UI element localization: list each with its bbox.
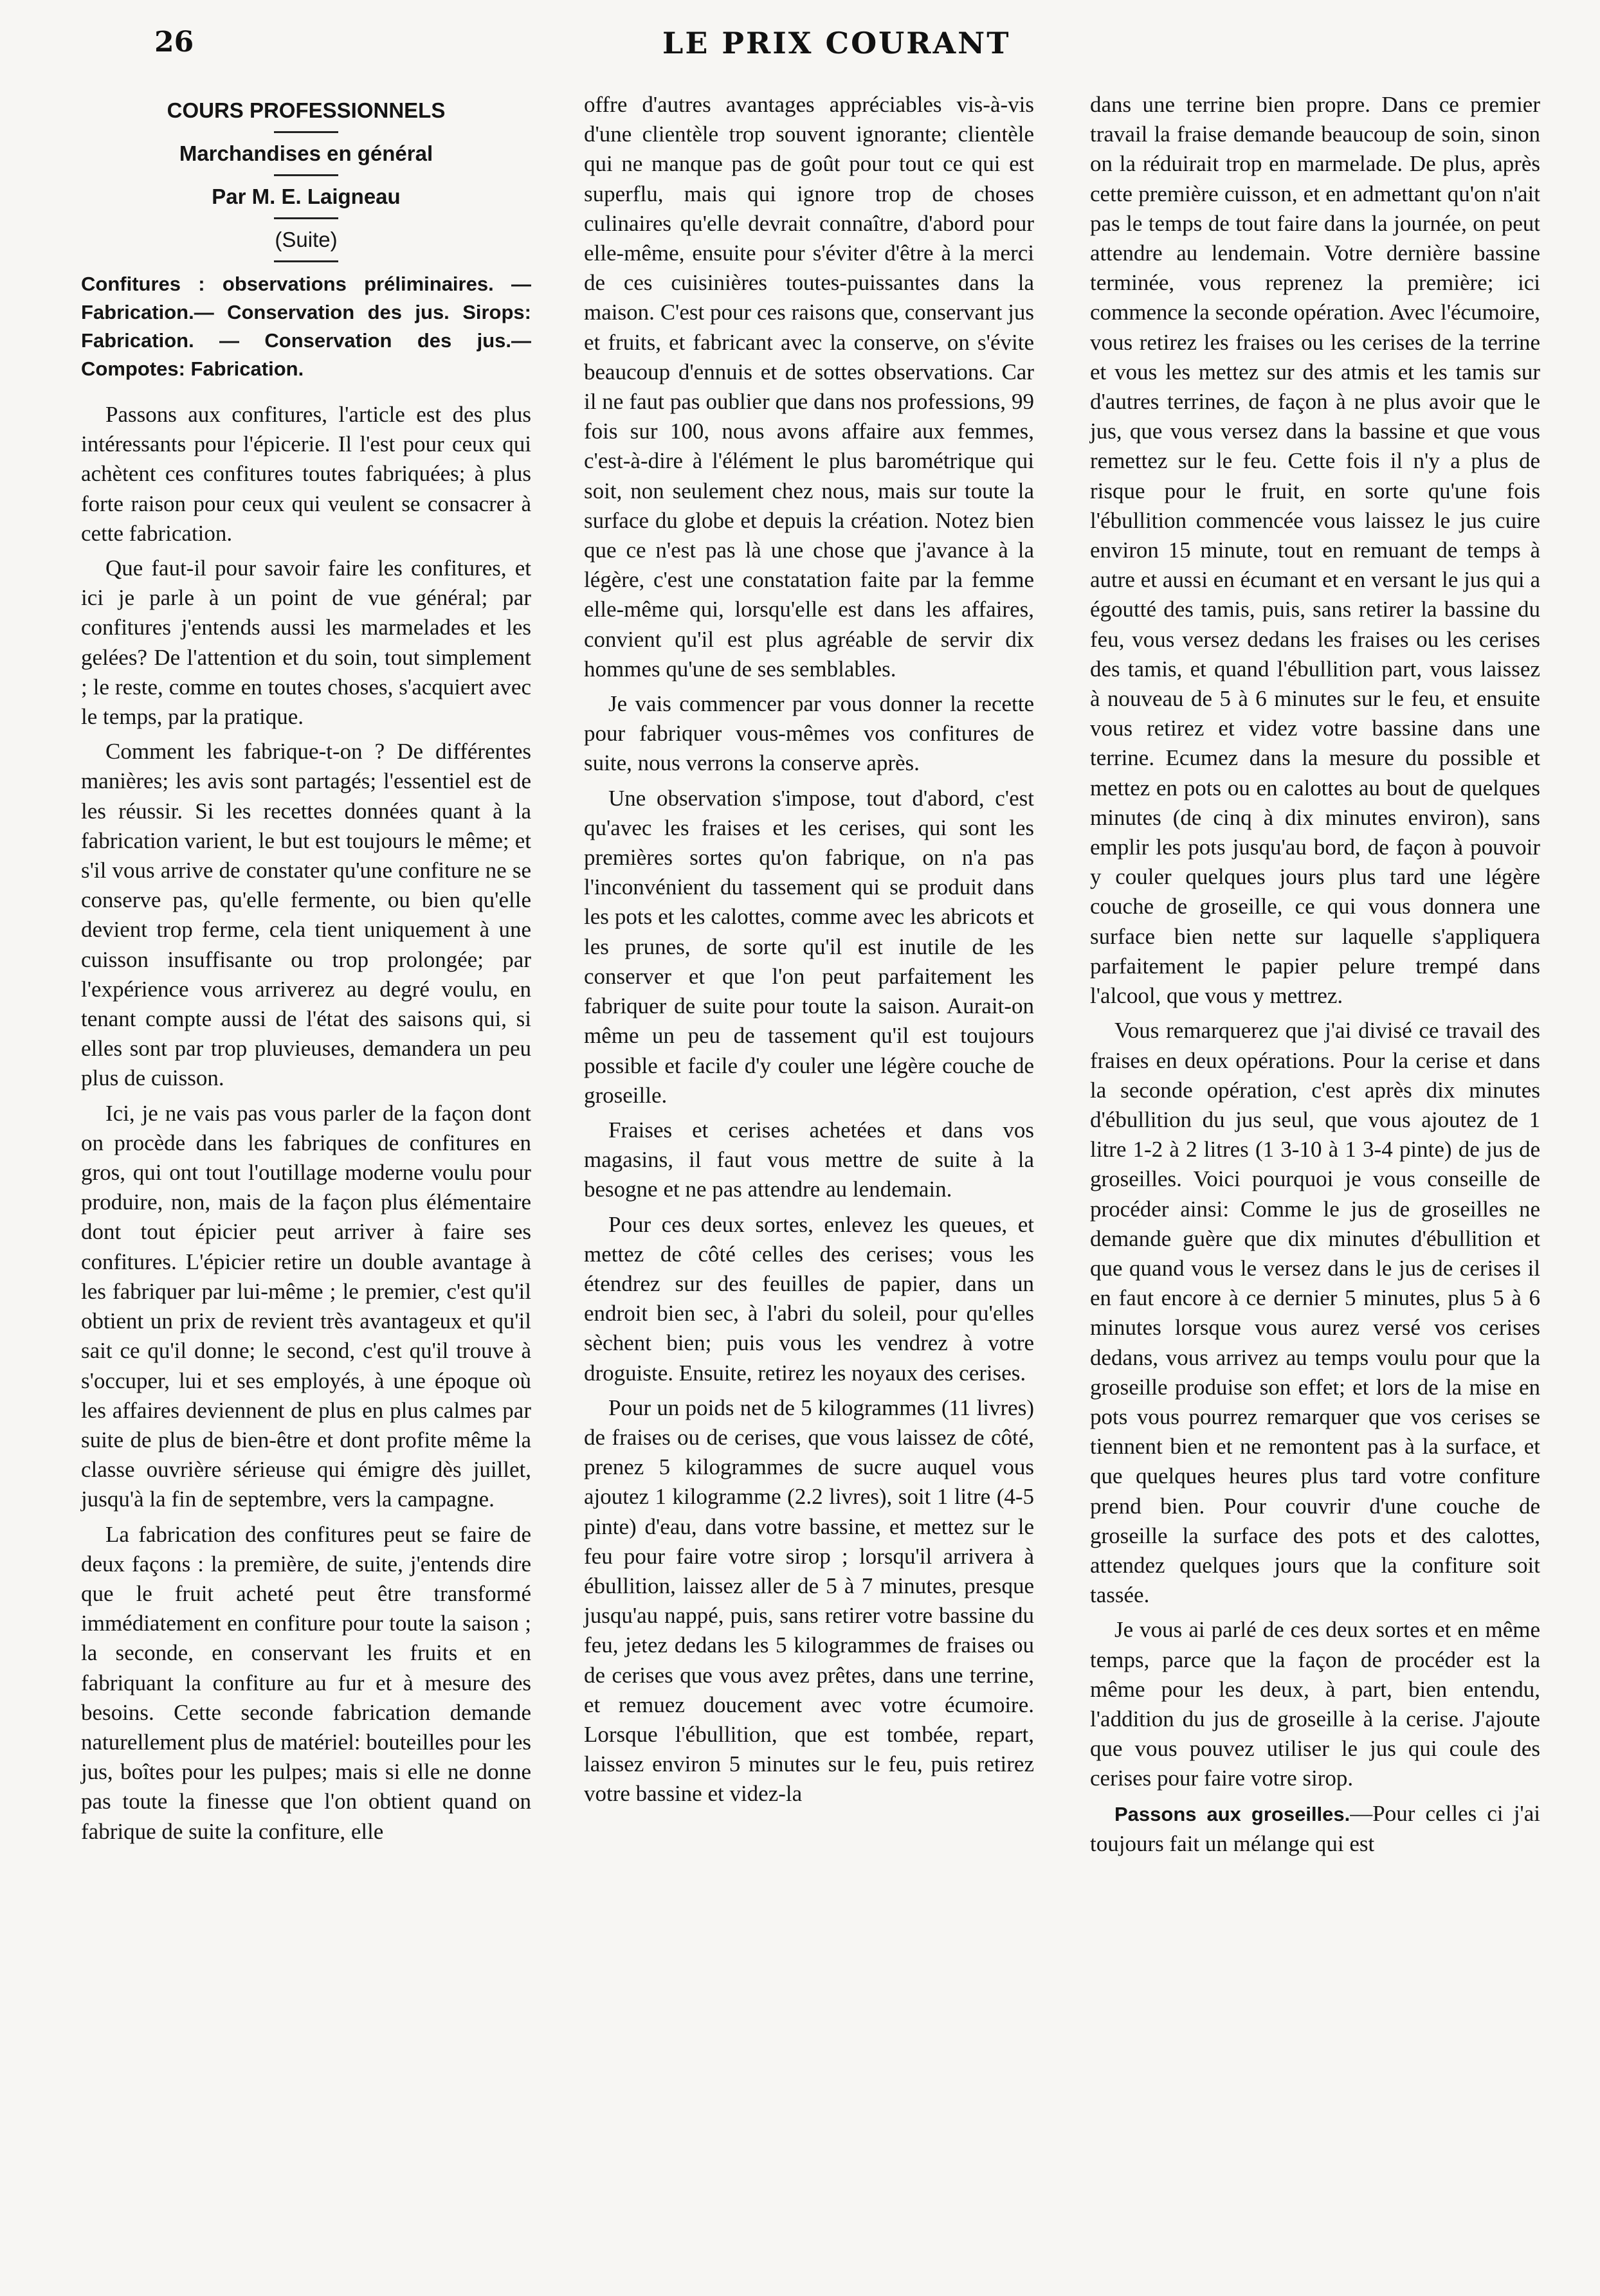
- paragraph: Je vais commencer par vous donner la recette pour fabriquer vous-mêmes vos confitures de suite, nous verrons la conserve après.: [584, 691, 1034, 776]
- section-title: COURS PROFESSIONNELS: [167, 98, 446, 122]
- paragraph: dans une terrine bien propre. Dans ce premier travail la fraise demande beaucoup de soin, sinon on la réduirait trop en marmelade. De plus, après cette première cuisson, et en admettant qu'on n'ait pas le temps de tout faire dans la journée, on peut attendre au lendemain. Votre dernière bassine terminée, vous reprenez la première; ici commence la seconde opération. Avec l'écumoire, vous retirez les fraises ou les cerises de la terrine et vous les mettez sur des atmis et les tamis sur d'autres terrines, de façon à ne plus avoir que le jus, que vous versez dans la bassine et que vous remettez sur le feu. Cette fois il n'y a plus de risque pour le fruit, en sorte qu'une fois l'ébullition commencée vous laissez le jus cuire environ 15 minute, tout en remuant de temps à autre et aussi en écumant et en versant le jus qui a égoutté des tamis, puis, sans retirer la bassine du feu, vous versez dedans les fraises ou les cerises des tamis, et quand l'ébullition part, vous laissez à nouveau de 5 à 6 minutes sur le feu, et ensuite vous retirez et videz votre bassine dans une terrine. Ecumez dans la mesure du possible et mettez en pots ou en calottes au bout de quelques minutes (de cinq à dix minutes environ), sans emplir les pots jusqu'au bord, de façon à pouvoir y couler quelques jours plus tard une légère couche de groseille, ce qui vous donnera une surface bien nette sur laquelle s'appliquera parfaitement le papier pelure trempé dans l'alcool, que vous y mettrez.: [1090, 92, 1540, 1009]
- column-1: [81, 90, 531, 1852]
- paragraph: [1090, 1799, 1540, 1859]
- paragraph: Passons aux confitures, l'article est des plus intéressants pour l'épicerie. Il l'est pour ceux qui achètent ces confitures toutes fabriquées; à plus forte raison pour ceux qui veulent se consacrer à cette fabrication.: [81, 402, 531, 546]
- divider: [274, 131, 338, 133]
- paragraph: Une observation s'impose, tout d'abord, c'est qu'avec les fraises et les cerises, qui sont les premières sortes qu'on fabrique, on n'a pas l'inconvénient du tassement qui se produit dans les pots et les calottes, comme avec les abricots et les prunes, de sorte qu'il est inutile de les conserver et que l'on peut parfaitement les fabriquer de suite pour toute la saison. Aurait-on même un peu de tassement qu'il est toujours possible et facile d'y couler une légère couche de groseille.: [584, 785, 1034, 1108]
- paragraph: Je vous ai parlé de ces deux sortes et en même temps, parce que la façon de procéder est la même pour les deux, à part, bien entendu, l'addition du jus de groseille à la cerise. J'ajoute que vous pouvez utiliser le jus qui coule des cerises pour faire votre sirop.: [1090, 1617, 1540, 1791]
- paragraph: Ici, je ne vais pas vous parler de la façon dont on procède dans les fabriques de confitures en gros, qui ont tout l'outillage moderne voulu pour produire, non, mais de la façon plus élémentaire dont tout épicier peut arriver à faire ses confitures. L'épicier retire un double avantage à les fabriquer par lui-même ; le premier, c'est qu'il obtient un prix de revient très avantageux et qu'il sait ce qu'il donne; le second, c'est qu'il trouve à s'occuper, lui et ses employés, à une époque où les affaires deviennent de plus en plus calmes par suite de plus de bien-être et dont profite même la classe ouvrière sérieuse qui émigre dès juillet, jusqu'à la fin de septembre, vers la campagne.: [81, 1100, 531, 1512]
- page-header: [154, 26, 1492, 71]
- byline: Par M. E. Laigneau: [212, 185, 401, 208]
- paragraph-text: —Pour celles ci j'ai toujours fait un mélange qui est: [1090, 1800, 1540, 1856]
- divider: [274, 260, 338, 262]
- column-3: [1090, 90, 1540, 1864]
- divider: [274, 217, 338, 219]
- subheading: Passons aux groseilles.: [1114, 1802, 1350, 1825]
- divider: [274, 174, 338, 176]
- paragraph: Vous remarquerez que j'ai divisé ce travail des fraises en deux opérations. Pour la cerise et dans la seconde opération, c'est après dix minutes d'ébullition du jus seul, que vous ajoutez de 1 litre 1-2 à 2 litres (1 3-10 à 1 3-4 pinte) de jus de groseilles. Voici pourquoi je vous conseille de procéder ainsi: Comme le jus de groseilles ne demande guère que dix minutes d'ébullition et que quand vous le versez dans le jus de cerises il en faut encore à ce dernier 5 minutes, plus 5 à 6 minutes lorsque vous aurez versé vos cerises dedans, vous arrivez au temps voulu pour que la groseille produise son effet; et lors de la mise en pots vous pourrez remarquer que vos cerises se tiennent bien et ne remontent pas à la surface, et que quelques heures plus tard votre confiture prend bien. Pour couvrir d'une couche de groseille la surface des pots et des calottes, attendez quelques jours que la confiture soit tassée.: [1090, 1018, 1540, 1608]
- paragraph: La fabrication des confitures peut se faire de deux façons : la première, de suite, j'entends dire que le fruit acheté peut être transformé immédiatement en confiture pour toute la saison ; la seconde, en conservant les fruits et en fabriquant la confiture au fur et à mesure des besoins. Cette seconde fabrication demande naturellement plus de matériel: bouteilles pour les jus, boîtes pour les pulpes; mais si elle ne donne pas toute la finesse que l'on obtient quand on fabrique de suite la confiture, elle: [81, 1521, 531, 1844]
- paragraph: Pour un poids net de 5 kilogrammes (11 livres) de fraises ou de cerises, que vous laissez de côté, prenez 5 kilogrammes de sucre auquel vous ajoutez 1 kilogramme (2.2 livres), soit 1 litre (4-5 pinte) d'eau, dans votre bassine, et mettez sur le feu pour faire votre sirop ; lorsqu'il arrivera à ébullition, laissez aller de 5 à 7 minutes, presque jusqu'au nappé, puis, sans retirer votre bassine du feu, jetez dedans les 5 kilogrammes de fraises ou de cerises que vous avez prêtes, dans une terrine, et remuez doucement avec votre écumoire. Lorsque l'ébullition, que est tombée, repart, laissez environ 5 minutes sur le feu, puis retirez votre bassine et videz-la: [584, 1395, 1034, 1807]
- paragraph: Comment les fabrique-t-on ? De différentes manières; les avis sont partagés; l'essentiel est de les réussir. Si les recettes données quant à la fabrication varient, le but est toujours le même; et s'il vous arrive de constater qu'une confiture ne se conserve pas, qu'elle fermente, ou bien qu'elle devient trop ferme, cela tient uniquement à une cuisson insuffisante ou trop prolongée; par l'expérience vous arriverez au degré voulu, en tenant compte aussi de l'état des saisons qui, si elles sont par trop pluvieuses, demandera un peu plus de cuisson.: [81, 739, 531, 1091]
- paragraph: offre d'autres avantages appréciables vis-à-vis d'une clientèle trop souvent ignorante; clientèle qui ne manque pas de goût pour tout ce qui est superflu, mais qui ignore trop de choses culinaires qu'elle devrait connaître, d'abord pour elle-même, ensuite pour s'éviter d'être à la merci de ces cuisinières toutes-puissantes dans la maison. C'est pour ces raisons que, conservant jus et fruits, et fabricant avec la conserve, on s'évite beaucoup d'ennuis et de sottes observations. Car il ne faut pas oublier que dans nos professions, 99 fois sur 100, nous avons affaire aux femmes, c'est-à-dire à l'élément le plus barométrique qui soit, non seulement chez nous, mais sur toute la surface du globe et depuis la création. Notez bien que ce n'est pas là une chose que j'avance à la légère, c'est une constatation faite par la femme elle-même qui, lorsqu'elle est dans les affaires, convient qu'il est plus agréable de servir dix hommes qu'une de ses semblables.: [584, 92, 1034, 682]
- continued-note: (Suite): [275, 228, 338, 251]
- page-number: 26: [154, 26, 194, 59]
- article-subtitle: Marchandises en général: [179, 141, 433, 165]
- article-heading: [81, 96, 531, 262]
- journal-title: LE PRIX COURANT: [662, 26, 1011, 60]
- article-summary: Confitures : observations préliminaires. —Fabrication.— Conservation des jus. Sirops: Fabrication. — Conservation des jus.—Compotes: Fabrication.: [81, 273, 531, 380]
- paragraph: Que faut-il pour savoir faire les confitures, et ici je parle à un point de vue général; par confitures j'entends aussi les marmelades et les gelées? De l'attention et du soin, tout simplement ; le reste, comme en toutes choses, s'acquiert avec le temps, par la pratique.: [81, 556, 531, 730]
- paragraph: Pour ces deux sortes, enlevez les queues, et mettez de côté celles des cerises; vous les étendrez sur des feuilles de papier, dans un endroit bien sec, à l'abri du soleil, pour qu'elles sèchent bien; puis vous les vendrez à votre droguiste. Ensuite, retirez les noyaux des cerises.: [584, 1211, 1034, 1386]
- paragraph: Fraises et cerises achetées et dans vos magasins, il faut vous mettre de suite à la besogne et ne pas attendre au lendemain.: [584, 1117, 1034, 1202]
- column-2: [584, 90, 1034, 1814]
